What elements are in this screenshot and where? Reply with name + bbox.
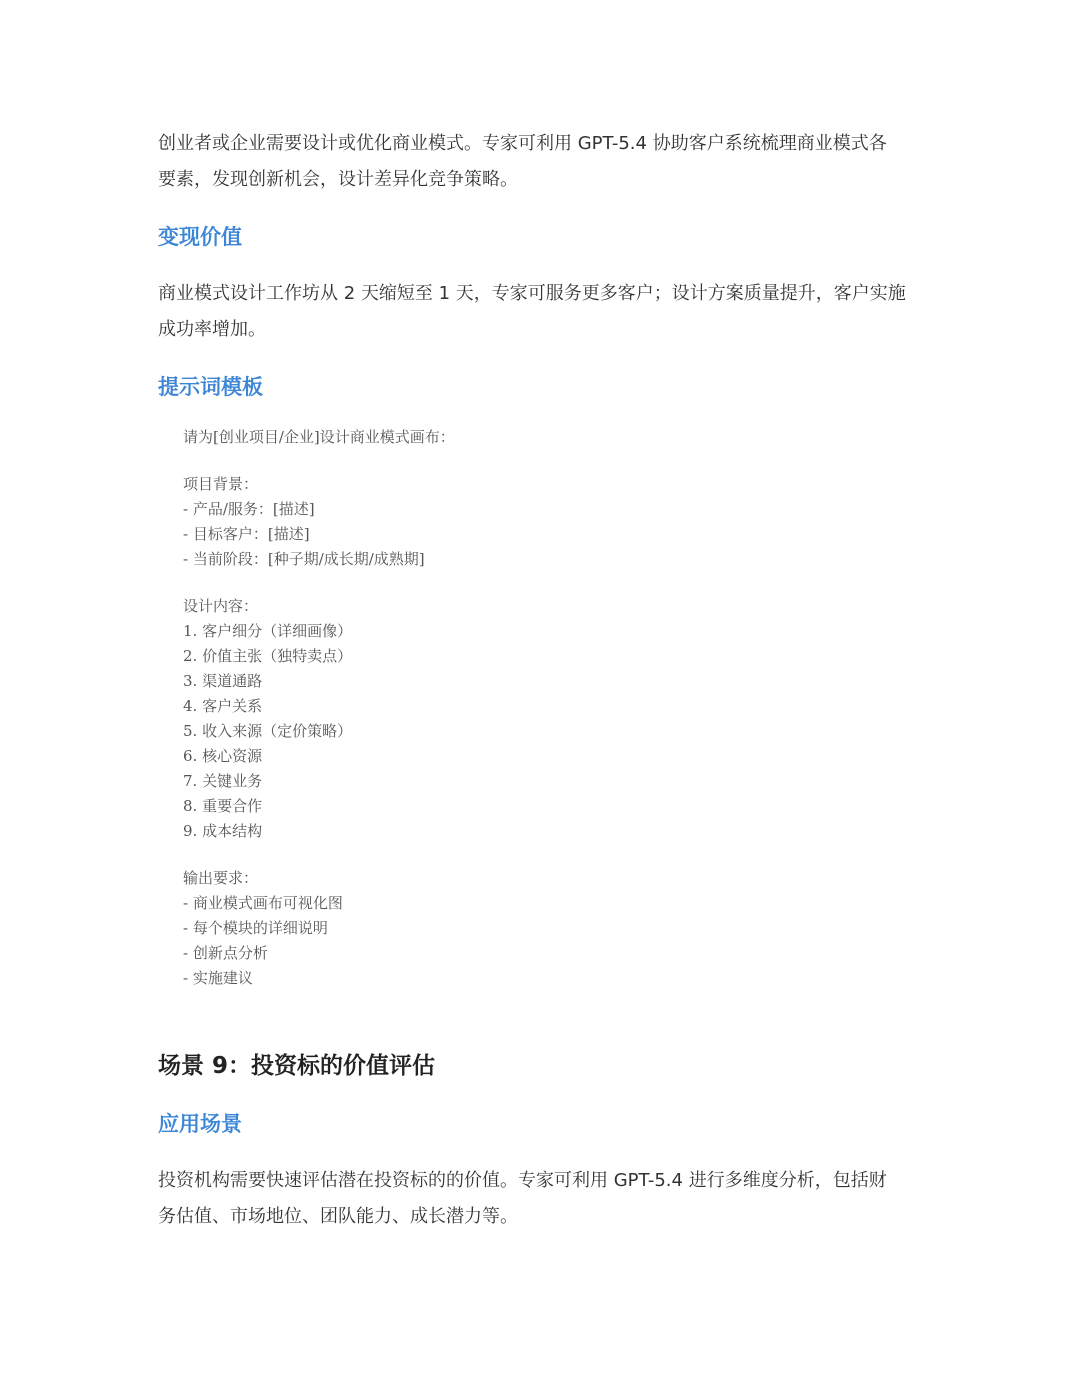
template-blank-line: [183, 572, 923, 594]
template-line: - 目标客户：[描述]: [183, 525, 310, 543]
template-line: - 当前阶段：[种子期/成长期/成熟期]: [183, 550, 425, 568]
template-line: 设计内容：: [183, 597, 259, 615]
template-line: 8. 重要合作: [183, 797, 263, 815]
template-line: 4. 客户关系: [183, 697, 263, 715]
prompt-template-block: [183, 425, 923, 991]
scene9-line-2: 务估值、市场地位、团队能力、成长潜力等。: [158, 1206, 518, 1227]
template-line: 项目背景：: [183, 475, 259, 493]
template-line: 输出要求：: [183, 869, 259, 887]
template-line: - 实施建议: [183, 969, 253, 987]
scene9-line-1: 投资机构需要快速评估潜在投资标的的价值。专家可利用 GPT-5.4 进行多维度分析，包括财: [158, 1170, 887, 1191]
intro-paragraph: [158, 126, 933, 198]
monetize-line-1: 商业模式设计工作坊从 2 天缩短至 1 天，专家可服务更多客户；设计方案质量提升，客户实施: [158, 283, 906, 304]
intro-line-2: 要素，发现创新机会，设计差异化竞争策略。: [158, 169, 518, 190]
template-line: 请为[创业项目/企业]设计商业模式画布：: [183, 428, 455, 446]
template-line: 3. 渠道通路: [183, 672, 263, 690]
application-scenario-heading: 应用场景: [158, 1112, 242, 1136]
template-line: 6. 核心资源: [183, 747, 263, 765]
monetize-heading: 变现价值: [158, 225, 242, 249]
template-line: - 产品/服务：[描述]: [183, 500, 315, 518]
template-line: - 创新点分析: [183, 944, 268, 962]
template-line: 7. 关键业务: [183, 772, 263, 790]
template-line: 9. 成本结构: [183, 822, 263, 840]
monetize-paragraph: [158, 276, 933, 348]
monetize-line-2: 成功率增加。: [158, 319, 266, 340]
template-blank-line: [183, 450, 923, 472]
template-line: 1. 客户细分（详细画像）: [183, 622, 353, 640]
scene9-title: 场景 9：投资标的价值评估: [158, 1053, 436, 1079]
template-line: 2. 价值主张（独特卖点）: [183, 647, 353, 665]
template-blank-line: [183, 844, 923, 866]
prompt-heading: 提示词模板: [158, 375, 263, 399]
intro-line-1: 创业者或企业需要设计或优化商业模式。专家可利用 GPT-5.4 协助客户系统梳理商业模式各: [158, 133, 887, 154]
template-line: 5. 收入来源（定价策略）: [183, 722, 353, 740]
template-line: - 每个模块的详细说明: [183, 919, 328, 937]
template-line: - 商业模式画布可视化图: [183, 894, 343, 912]
scene9-paragraph: [158, 1163, 933, 1235]
